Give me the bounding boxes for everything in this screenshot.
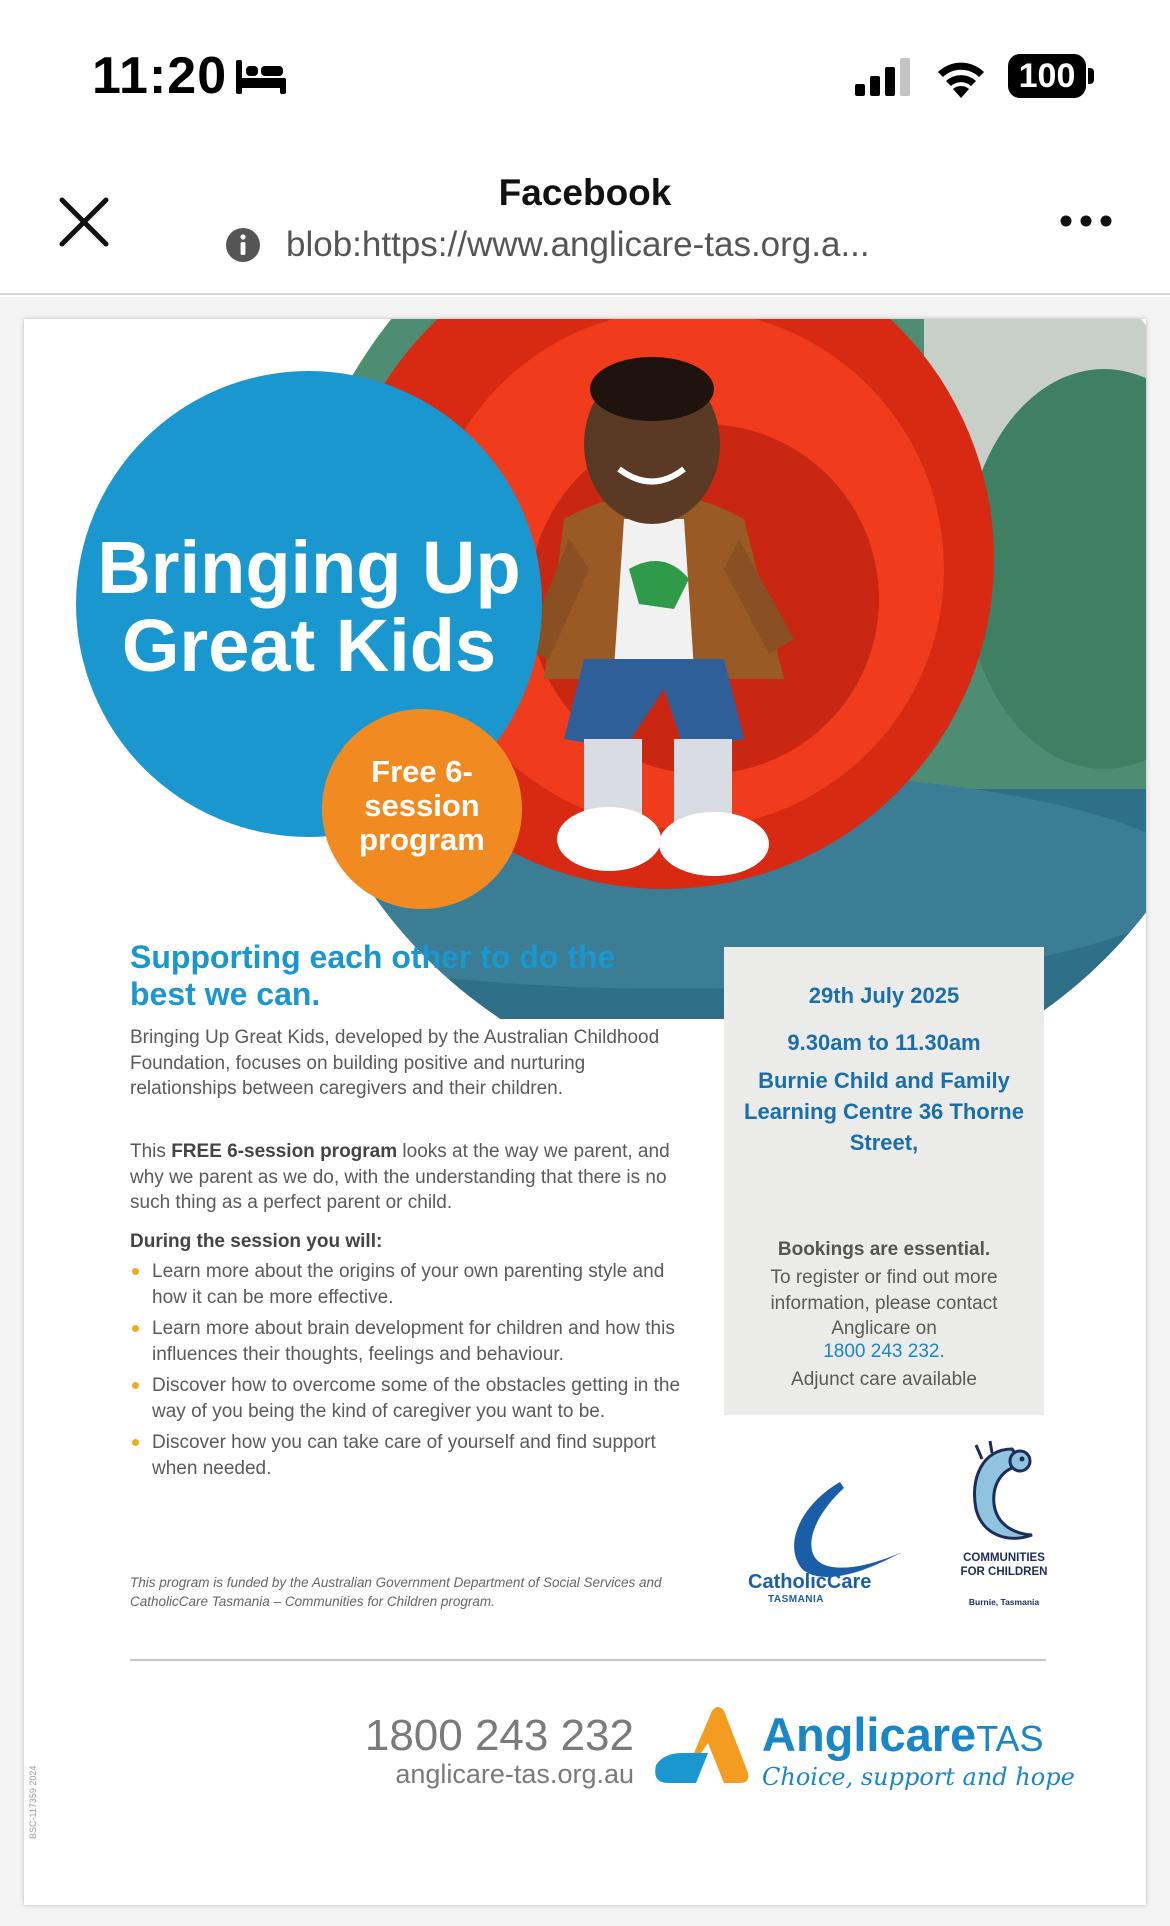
list-item xyxy=(130,1430,690,1481)
contact-phone[interactable]: 1800 243 232. xyxy=(823,1341,945,1362)
event-date: 29th July 2025 xyxy=(808,983,960,1008)
free-badge-text: Free 6-session program xyxy=(359,754,485,857)
divider xyxy=(130,1659,1046,1661)
adjunct-care-note: Adjunct care available xyxy=(791,1369,977,1390)
status-time: 11:20 xyxy=(92,47,228,105)
register-note: To register or find out more information, please contact Anglicare on xyxy=(770,1267,998,1339)
program-bold: FREE 6-session program xyxy=(171,1141,398,1162)
document-viewer[interactable] xyxy=(0,297,1170,1926)
footer-phone[interactable]: 1800 243 232 xyxy=(364,1711,634,1760)
anglicare-brand-name: Anglicare xyxy=(762,1708,977,1761)
bookings-note: Bookings are essential. xyxy=(777,1239,991,1260)
anglicare-logo-icon xyxy=(652,1703,750,1789)
funding-note: This program is funded by the Australian Government Department of Social Services and CatholicCare Tasmania – Communities for Children program. xyxy=(130,1575,662,1609)
program-prefix: This xyxy=(130,1141,172,1162)
document-code: BSC-117359 2024 xyxy=(28,1765,38,1839)
battery-icon xyxy=(1008,54,1094,98)
flyer-title: Bringing Up Great Kids xyxy=(97,526,521,687)
event-info-box xyxy=(724,947,1044,1415)
bullet-text: Learn more about brain development for children and how this influences their thoughts, feelings and behaviour. xyxy=(152,1318,675,1365)
flyer-subtitle: Supporting each other to do the best we can. xyxy=(130,939,616,1012)
url-text[interactable]: blob:https://www.anglicare-tas.org.a... xyxy=(286,225,870,264)
info-icon[interactable] xyxy=(226,228,260,262)
bullet-dot-icon xyxy=(132,1268,139,1275)
bed-icon xyxy=(234,58,288,96)
c4c-name: COMMUNITIES FOR CHILDREN xyxy=(960,1552,1048,1578)
program-suffix: looks at the way we parent, and why we parent as we do, with the understanding that there is no such thing as a perfect parent or child. xyxy=(130,1141,670,1213)
program-paragraph xyxy=(130,1139,685,1216)
bullet-dot-icon xyxy=(132,1325,139,1332)
url-bar[interactable] xyxy=(226,220,870,270)
status-bar xyxy=(0,0,1170,150)
battery-level: 100 xyxy=(1008,54,1086,98)
anglicare-tagline: Choice, support and hope xyxy=(762,1763,1075,1791)
list-item xyxy=(130,1316,690,1367)
battery-nub xyxy=(1088,68,1094,84)
anglicare-brand-suffix: TAS xyxy=(976,1718,1044,1759)
cellular-signal-icon xyxy=(855,58,911,96)
browser-header xyxy=(0,150,1170,295)
page-title: Facebook xyxy=(498,172,672,213)
catholiccare-subtitle: TASMANIA xyxy=(768,1594,825,1605)
intro-paragraph: Bringing Up Great Kids, developed by the Australian Childhood Foundation, focuses on building positive and nurturing relationships between caregivers and their children. xyxy=(130,1027,660,1099)
flyer-page xyxy=(24,319,1146,1905)
footer-website[interactable]: anglicare-tas.org.au xyxy=(395,1759,634,1789)
bullet-dot-icon xyxy=(132,1439,139,1446)
catholiccare-name: CatholicCare xyxy=(748,1571,872,1593)
bullet-list xyxy=(130,1259,690,1487)
c4c-location: Burnie, Tasmania xyxy=(968,1597,1040,1607)
more-icon[interactable] xyxy=(1056,206,1116,236)
anglicare-brand xyxy=(762,1707,1044,1762)
event-venue: Burnie Child and Family Learning Centre 36 Thorne Street, xyxy=(744,1068,1024,1155)
bullet-dot-icon xyxy=(132,1382,139,1389)
bullet-text: Learn more about the origins of your own parenting style and how it can be more effective. xyxy=(152,1261,665,1308)
during-heading: During the session you will: xyxy=(130,1231,383,1252)
bullet-text: Discover how you can take care of yourself and find support when needed. xyxy=(152,1432,656,1479)
list-item xyxy=(130,1373,690,1424)
event-time: 9.30am to 11.30am xyxy=(787,1030,981,1055)
list-item xyxy=(130,1259,690,1310)
bullet-text: Discover how to overcome some of the obstacles getting in the way of you being the kind of caregiver you want to be. xyxy=(152,1375,681,1422)
wifi-icon xyxy=(934,54,988,98)
